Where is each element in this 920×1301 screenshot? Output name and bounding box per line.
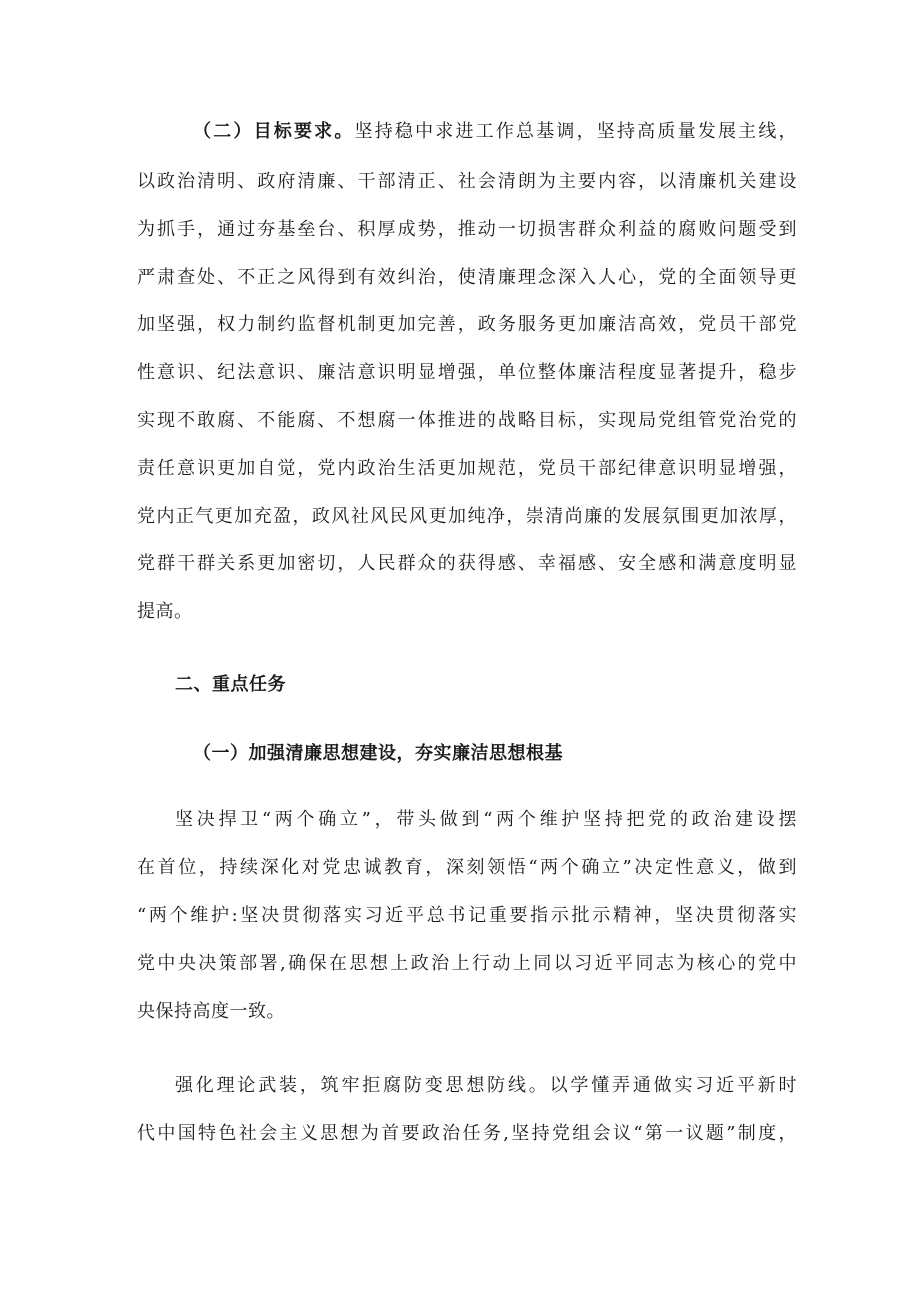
task-para1-line: 在首位，持续深化对党忠诚教育，深刻领悟“两个确立”决定性意义，做到 [137, 857, 797, 878]
goal-line: 党群干群关系更加密切，人民群众的获得感、幸福感、安全感和满意度明显 [137, 553, 797, 574]
section-heading: 二、重点任务 [175, 674, 286, 695]
goal-label: （二）目标要求。 [193, 121, 355, 142]
task-para2-line: 代中国特色社会主义思想为首要政治任务,坚持党组会议“第一议题”制度， [137, 1123, 797, 1144]
goal-first-line-text: 坚持稳中求进工作总基调，坚持高质量发展主线， [354, 121, 798, 142]
sub-heading: （一）加强清廉思想建设，夯实廉洁思想根基 [193, 743, 563, 764]
goal-line-last: 提高。 [137, 601, 193, 622]
task-para1-line: 坚决捍卫“两个确立”，带头做到“两个维护坚持把党的政治建设摆 [175, 809, 797, 830]
goal-line: 以政治清明、政府清廉、干部清正、社会清朗为主要内容，以清廉机关建设 [137, 171, 797, 192]
task-para1-line: 党中央决策部署,确保在思想上政治上行动上同以习近平同志为核心的党中 [137, 953, 797, 974]
goal-line: 责任意识更加自觉，党内政治生活更加规范，党员干部纪律意识明显增强， [137, 458, 797, 479]
goal-line: 实现不敢腐、不能腐、不想腐一体推进的战略目标，实现局党组管党治党的 [137, 410, 797, 431]
goal-paragraph-first-line [193, 112, 797, 152]
goal-line: 党内正气更加充盈，政风社风民风更加纯净，崇清尚廉的发展氛围更加浓厚， [137, 506, 797, 527]
goal-line: 严肃查处、不正之风得到有效纠治，使清廉理念深入人心，党的全面领导更 [137, 267, 797, 288]
goal-line: 加坚强，权力制约监督机制更加完善，政务服务更加廉洁高效，党员干部党 [137, 314, 797, 335]
goal-line: 性意识、纪法意识、廉洁意识明显增强，单位整体廉洁程度显著提升，稳步 [137, 362, 797, 383]
goal-line: 为抓手，通过夯基垒台、积厚成势，推动一切损害群众利益的腐败问题受到 [137, 219, 797, 240]
task-para1-line: “两个维护:坚决贯彻落实习近平总书记重要指示批示精神，坚决贯彻落实 [137, 905, 797, 926]
task-para1-line-last: 央保持高度一致。 [137, 1001, 285, 1022]
task-para2-line: 强化理论武装，筑牢拒腐防变思想防线。以学懂弄通做实习近平新时 [175, 1075, 797, 1096]
